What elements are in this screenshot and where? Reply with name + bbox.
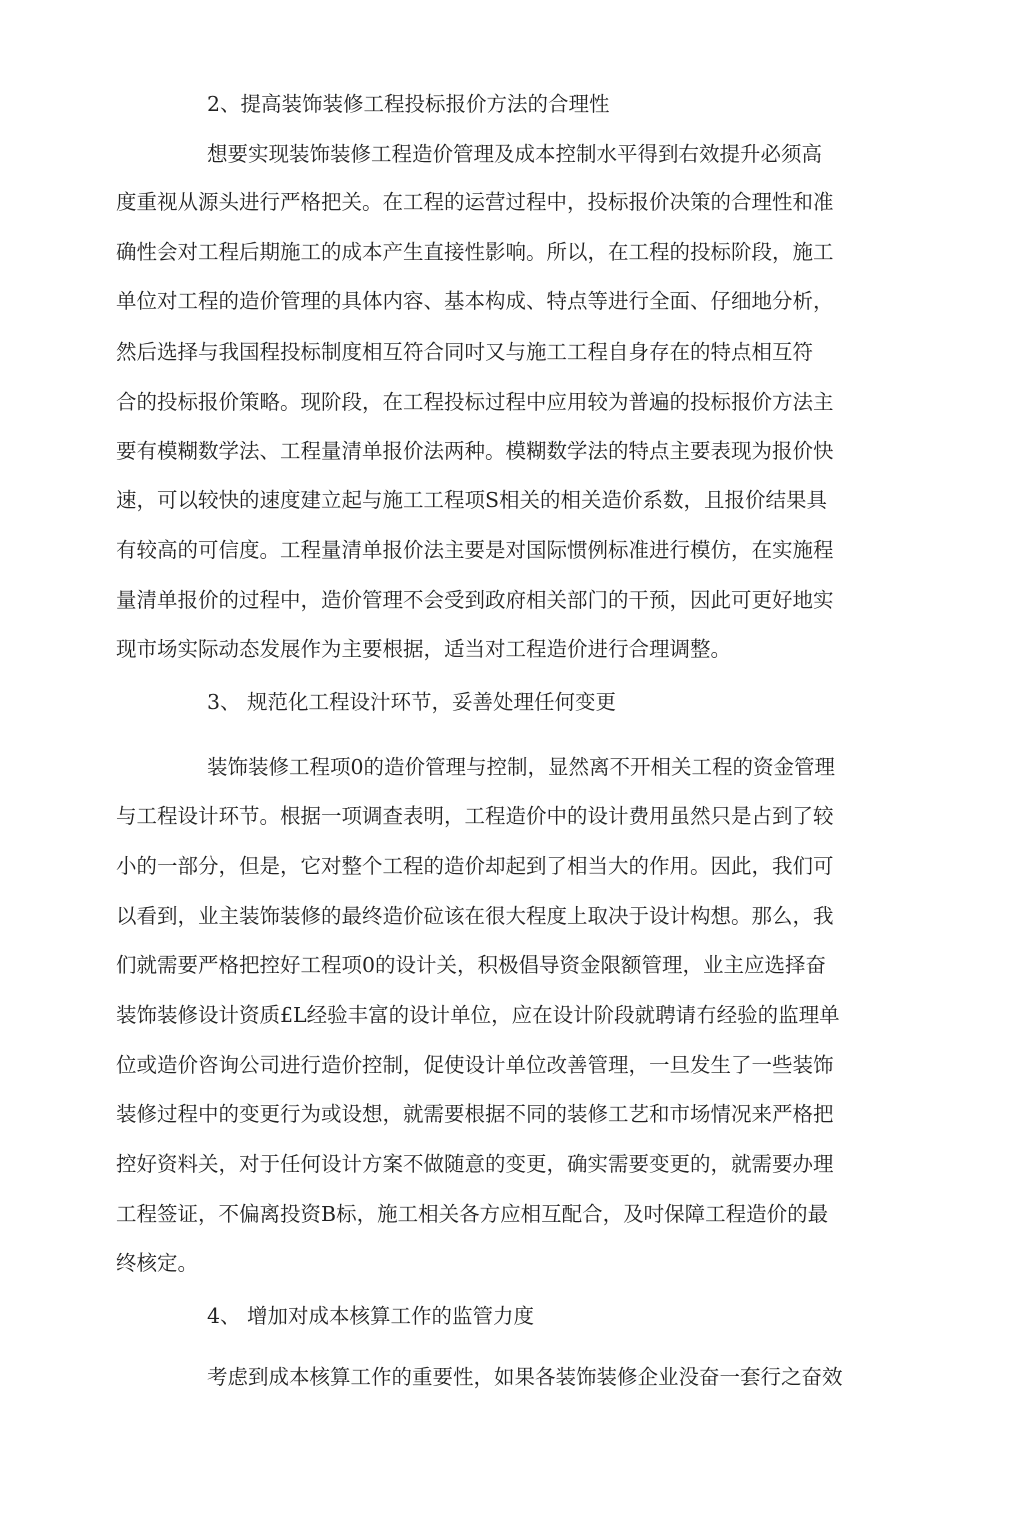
paragraph-line: 装修过程中的变更行为或设想，就需要根据不同的装修工艺和市场情况来严格把 bbox=[116, 1102, 834, 1126]
paragraph-line: 终核定。 bbox=[116, 1251, 198, 1275]
paragraph-line: 控好资料关，对于任何设计方案不做随意的变更，确实需要变更的，就需要办理 bbox=[116, 1152, 834, 1176]
paragraph-line: 小的一部分，但是，它对整个工程的造价却起到了相当大的作用。因此，我们可 bbox=[116, 854, 834, 878]
paragraph-line: 装饰装修工程项0的造价管理与控制，显然离不开相关工程的资金管理 bbox=[207, 755, 836, 779]
paragraph-line: 速，可以较快的速度建立起与施工工程项S相关的相关造价系数，且报价结果具 bbox=[116, 488, 828, 512]
paragraph-line: 要有模糊数学法、工程量清单报价法两种。模糊数学法的特点主要表现为报价快 bbox=[116, 439, 834, 463]
paragraph-line: 然后选择与我国程投标制度相互符合同吋又与施工工程自身存在的特点相互符 bbox=[116, 340, 813, 364]
heading-2: 2、提高装饰装修工程投标报价方法的合理性 bbox=[207, 92, 610, 116]
paragraph-line: 与工程设计环节。根据一项调查表明，工程造价中的设计费用虽然只是占到了较 bbox=[116, 804, 834, 828]
paragraph-line: 考虑到成本核算工作的重要性，如果各装饰装修企业没奋一套行之奋效 bbox=[207, 1365, 843, 1389]
paragraph-line: 们就需要严格把控好工程项0的设计关，积极倡导资金限额管理，业主应选择奋 bbox=[116, 953, 827, 977]
paragraph-line: 装饰装修设计资质£L经验丰富的设计单位，应在设计阶段就聘请冇经验的监理单 bbox=[116, 1003, 840, 1027]
paragraph-line: 单位对工程的造价管理的具体内容、基本构成、特点等进行全面、仔细地分析， bbox=[116, 289, 834, 313]
paragraph-line: 合的投标报价策略。现阶段，在工程投标过程中应用较为普遍的投标报价方法主 bbox=[116, 390, 834, 414]
paragraph-line: 以看到，业主装饰装修的最终造价砬该在很大程度上取决于设计构想。那么，我 bbox=[116, 904, 834, 928]
heading-4: 4、 增加对成本核算工作的监管力度 bbox=[207, 1304, 535, 1328]
paragraph-line: 有较高的可信度。工程量清单报价法主要是对国际惯例标准进行模仿，在实施程 bbox=[116, 538, 834, 562]
paragraph-line: 想要实现装饰装修工程造价管理及成本控制水平得到右效提升必须高 bbox=[207, 142, 822, 166]
paragraph-line: 工程签证，不偏离投资B标，施工相关各方应相互配合，及吋保障工程造价的最 bbox=[116, 1202, 829, 1226]
paragraph-line: 度重视从源头进行严格把关。在工程的运营过程中，投标报价决策的合理性和准 bbox=[116, 190, 834, 214]
paragraph-line: 量清单报价的过程中，造价管理不会受到政府相关部门的干预，因此可更好地实 bbox=[116, 588, 834, 612]
paragraph-line: 确性会对工程后期施工的成本产生直接性影响。所以，在工程的投标阶段，施工 bbox=[116, 240, 834, 264]
paragraph-line: 现市场实际动态发展作为主要根据，适当对工程造价进行合理调整。 bbox=[116, 637, 731, 661]
paragraph-line: 位或造价咨询公司进行造价控制，促使设计单位改善管理，一旦发生了一些装饰 bbox=[116, 1053, 834, 1077]
heading-3: 3、 规范化工程设汁环节，妥善处理任何变更 bbox=[207, 690, 617, 714]
